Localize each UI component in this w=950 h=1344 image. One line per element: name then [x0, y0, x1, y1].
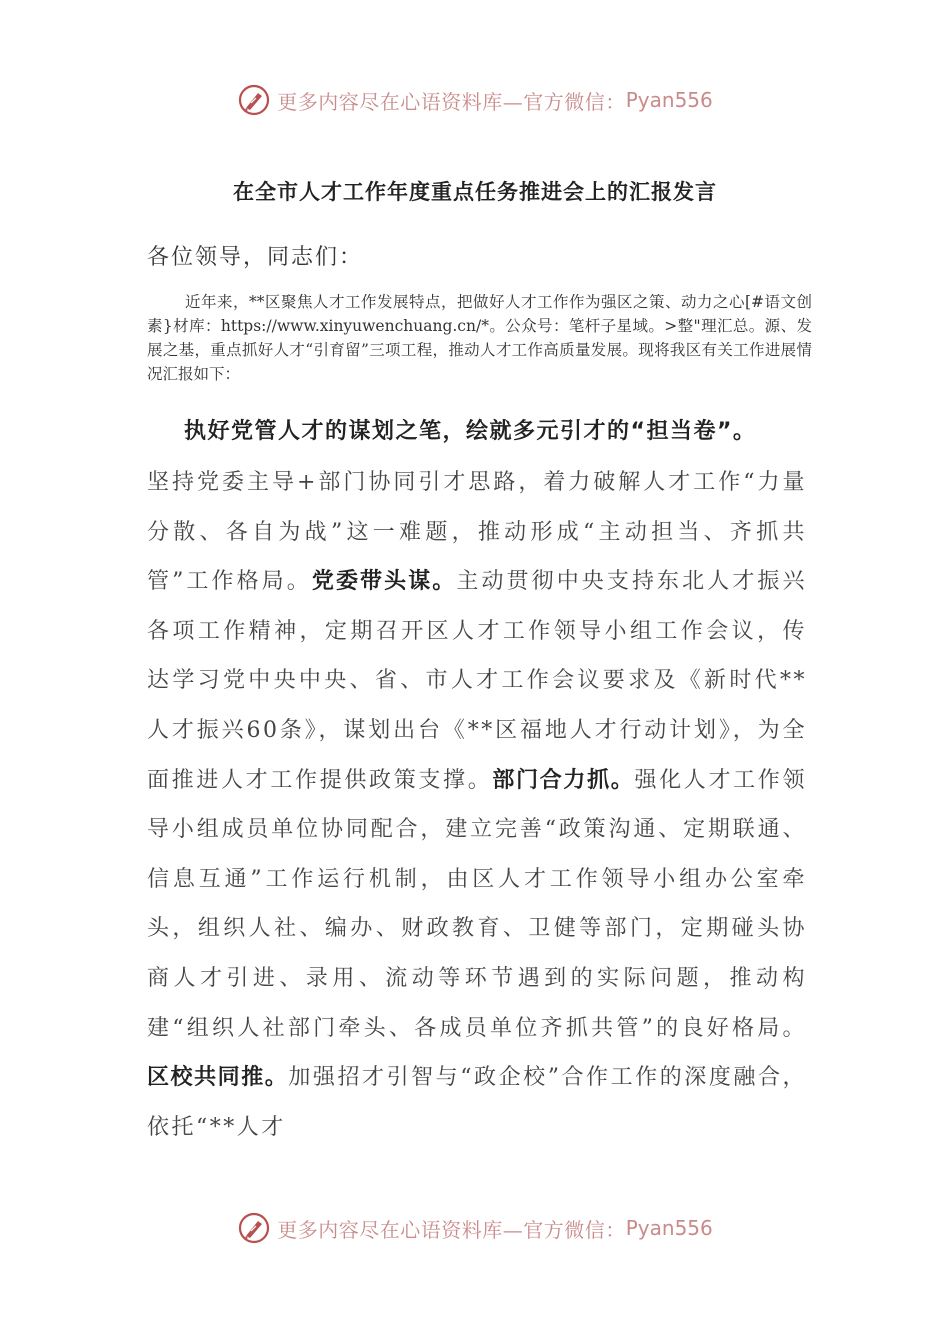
footer-banner: [0, 1208, 950, 1248]
subheading-district-school: 区校共同推。: [147, 1065, 289, 1091]
subheading-party-committee: 党委带头谋。: [311, 569, 457, 595]
banner-wechat-id: Pyan556: [625, 1216, 713, 1240]
body-text-segment: 强化人才工作领导小组成员单位协同配合，建立完善“政策沟通、定期联通、信息互通”工作运行机制，由区人才工作领导小组办公室牵头，组织人社、编办、财政教育、卫健等部门，定期碰头协商人才引进、录用、流动等环节遇到的实际问题，推动构建“组织人社部门牵头、各成员单位齐抓共管”的良好格局。: [147, 767, 807, 1041]
section-heading: 执好党管人才的谋划之笔，绘就多元引才的“担当卷”。: [184, 419, 757, 444]
intro-paragraph: 近年来，**区聚焦人才工作发展特点，把做好人才工作作为强区之策、动力之心[#语文创素}材库：https://www.xinyuwenchuang.cn/*。公众号：笔杆子星域。>整"理汇总。源、发展之基，重点抓好人才“引育留”三项工程，推动人才工作高质量发展。现将我区有关工作进展情况汇报如下：: [147, 293, 812, 383]
body-text-segment: 加强招才引智与“政企校”合作工作的深度融合，依托“**人才: [147, 1065, 807, 1140]
header-banner: [0, 80, 950, 120]
body-paragraph: [147, 458, 807, 1152]
document-title: 在全市人才工作年度重点任务推进会上的汇报发言: [233, 180, 717, 204]
body-text-segment: 坚持党委主导+部门协同引才思路，着力破解人才工作“力量分散、各自为战”这一难题，推动形成“主动担当、齐抓共管”工作格局。: [147, 470, 807, 595]
pen-nib-icon: [237, 83, 271, 117]
pen-nib-icon: [237, 1211, 271, 1245]
banner-text: 更多内容尽在心语资料库—官方微信：: [277, 1217, 626, 1242]
banner-text: 更多内容尽在心语资料库—官方微信：: [277, 89, 626, 114]
salutation: 各位领导，同志们：: [147, 245, 364, 270]
banner-wechat-id: Pyan556: [625, 88, 713, 112]
body-text-segment: 主动贯彻中央支持东北人才振兴各项工作精神，定期召开区人才工作领导小组工作会议，传达学习党中央中央、省、市人才工作会议要求及《新时代**人才振兴60条》，谋划出台《**区福地人才行动计划》，为全面推进人才工作提供政策支撑。: [147, 569, 807, 793]
subheading-departments: 部门合力抓。: [492, 767, 635, 793]
